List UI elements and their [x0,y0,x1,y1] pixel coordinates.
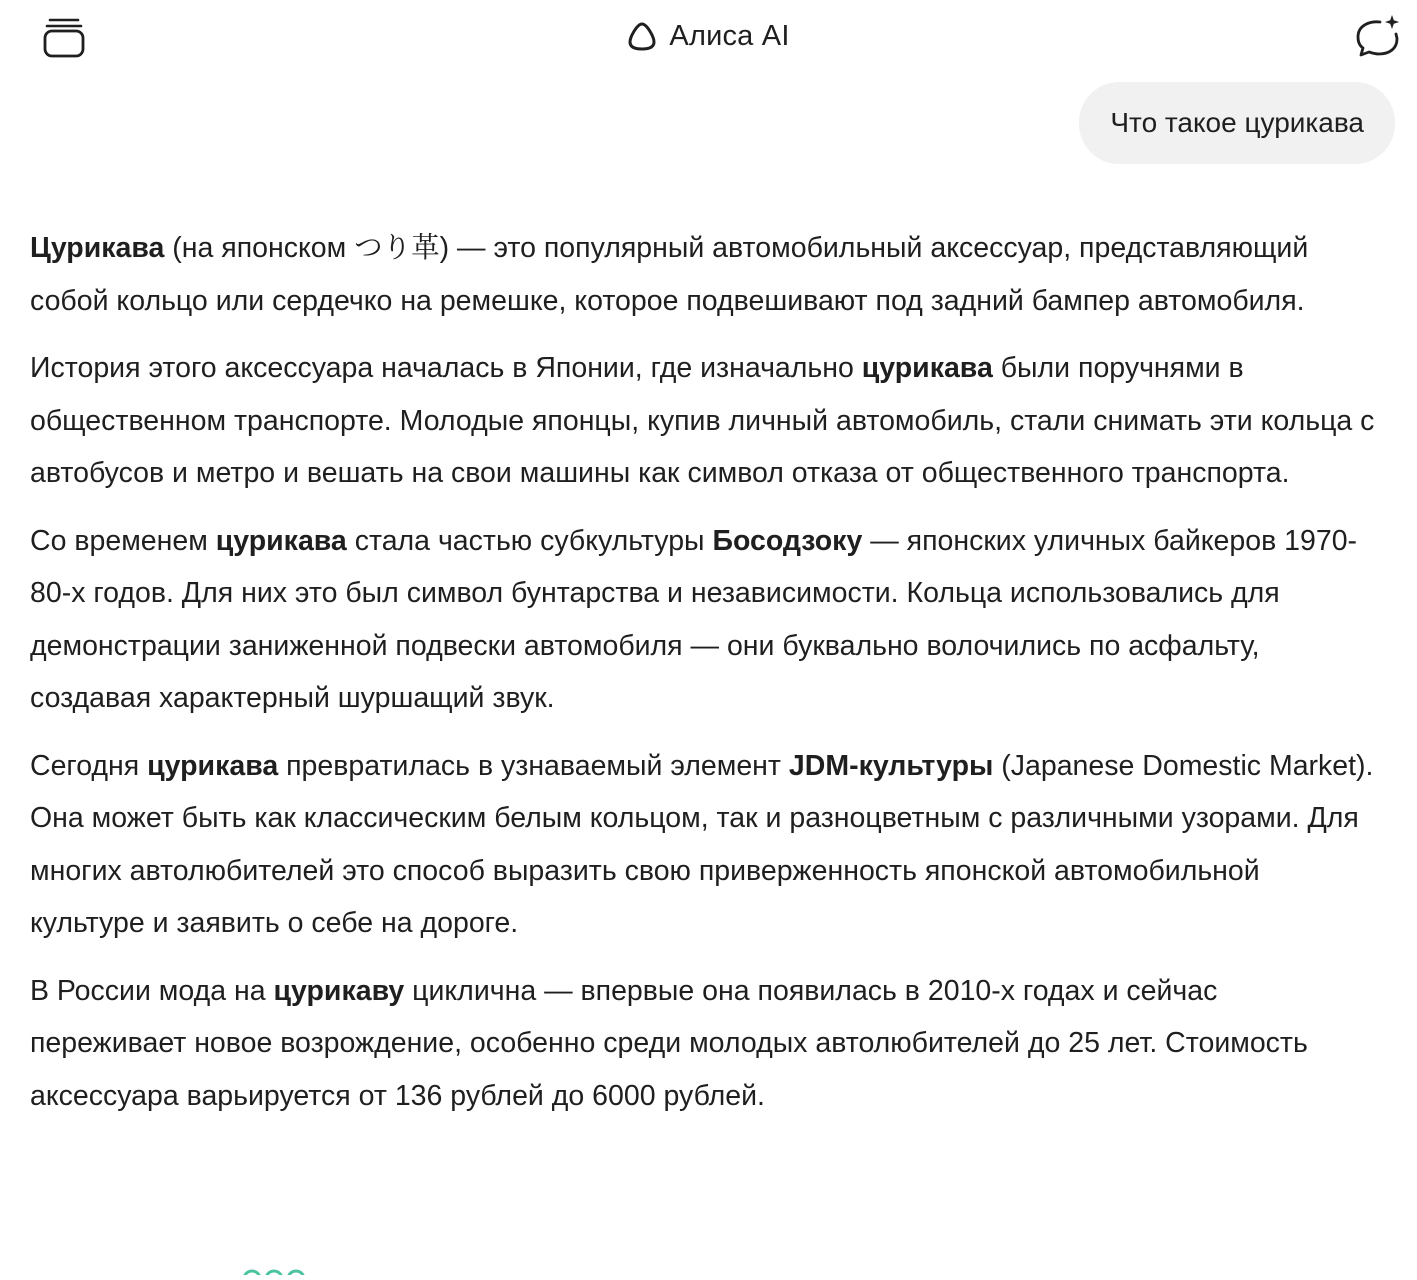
assistant-answer [30,222,1375,1137]
new-chat-button[interactable] [1352,12,1402,62]
answer-text: циклична — впервые она появилась в 2010-х годах и сейчас переживает новое возрождение, особенно среди молодых автолюбителей до 25 лет. Стоимость аксессуара варьируется от 136 рублей до 6000 рублей. [30,974,1308,1112]
top-bar [0,0,1417,76]
answer-text: Сегодня [30,749,148,782]
answer-text: (Japanese Domestic Market). Она может быть как классическим белым кольцом, так и разноцветным с различными узорами. Для многих автолюбителей это способ выразить свою приверженность японской автомобильной культуре и заявить о себе на дороге. [30,749,1374,939]
answer-text: стала частью субкультуры [346,524,713,557]
bold-term: JDM-культуры [788,749,994,782]
answer-text: превратилась в узнаваемый элемент [278,749,789,782]
answer-text: были поручнями в общественном транспорте. Молодые японцы, купив личный автомобиль, стали снимать эти кольца с автобусов и метро и вешать на свои машины как символ отказа от общественного транспорта. [30,352,1375,489]
answer-paragraph-3 [30,515,1375,725]
bold-term: цурикава [861,352,993,384]
bold-term: цурикава [147,749,279,782]
app-title [0,14,1417,58]
answer-paragraph-5 [30,965,1375,1123]
answer-paragraph-2 [30,342,1375,500]
alice-logo-icon [627,21,657,51]
answer-text: (на японском つり革) — это популярный автомобильный аксессуар, представляющий собой кольцо или сердечко на ремешке, которое подвешивают под задний бампер автомобиля. [30,232,1309,317]
answer-paragraph-1 [30,222,1375,327]
answer-text: История этого аксессуара началась в Японии, где изначально [30,352,862,384]
user-message-bubble [1079,82,1395,164]
bold-term: цурикаву [273,974,405,1007]
answer-text: В России мода на [30,974,274,1007]
answer-paragraph-4 [30,740,1375,950]
answer-text: — японских уличных байкеров 1970-80-х годов. Для них это был символ бунтарства и независимости. Кольца использовались для демонстрации заниженной подвески автомобиля — они буквально волочились по асфальту, создавая характерный шуршащий звук. [30,524,1358,714]
typing-indicator [240,1262,310,1280]
answer-text: Со временем [30,524,216,557]
bold-term: Цурикава [30,232,165,264]
app-title-text: Алиса AI [669,19,790,52]
bold-term: Босодзоку [712,524,863,557]
user-message-text: Что такое цурикава [1110,107,1364,138]
new-chat-sparkle-icon [1352,12,1402,62]
loading-dots-icon [240,1269,310,1275]
bold-term: цурикава [215,524,347,557]
